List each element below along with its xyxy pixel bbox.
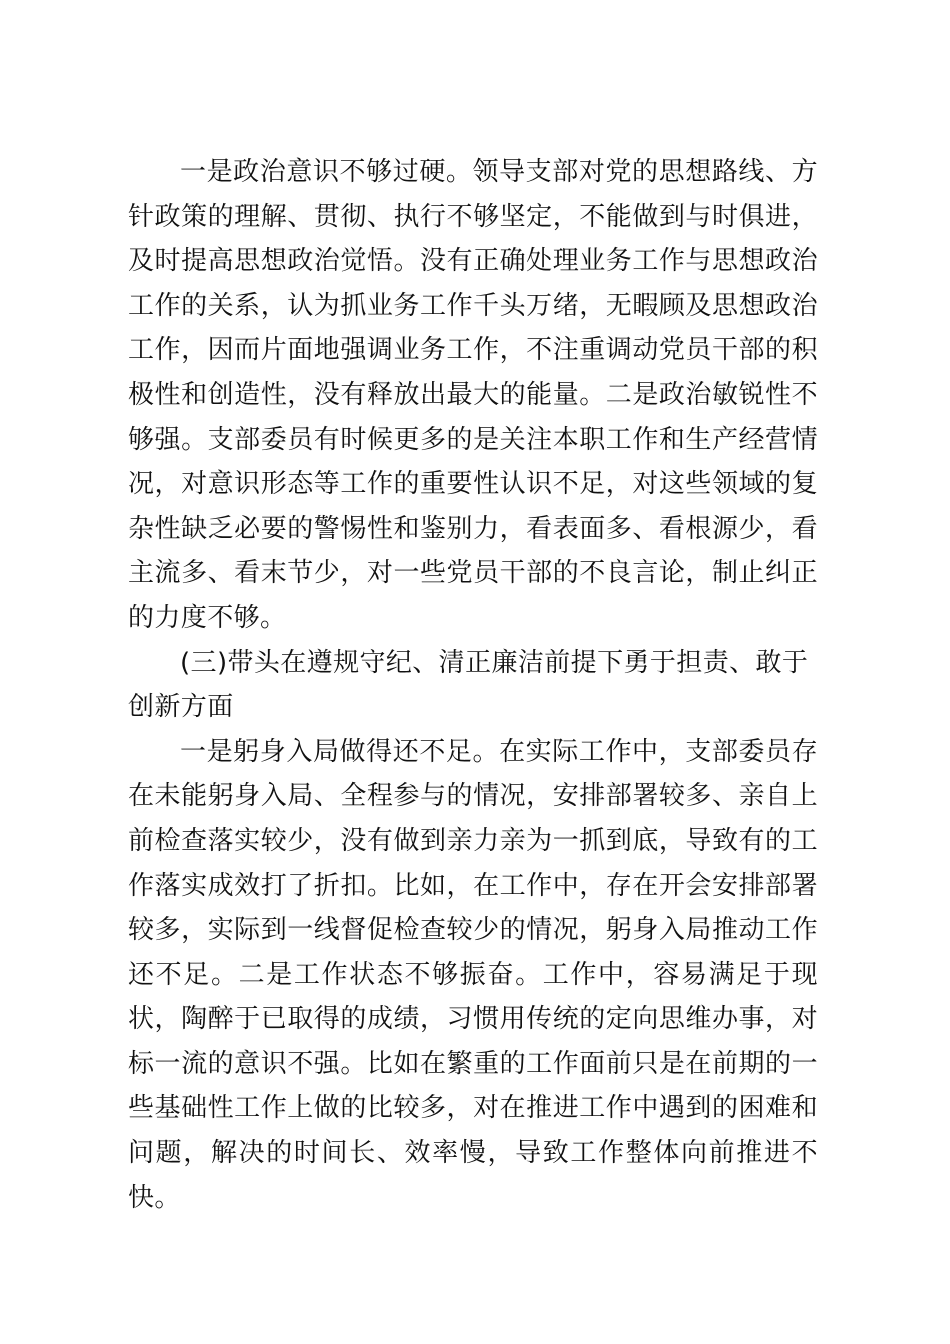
paragraph-work-commitment: 一是躬身入局做得还不足。在实际工作中，支部委员存在未能躬身入局、全程参与的情况，安排部署较多、亲自上前检查落实较少，没有做到亲力亲为一抓到底，导致有的工作落实成效打了折扣。比如，在工作中，存在开会安排部署较多，实际到一线督促检查较少的情况，躬身入局推动工作还不足。二是工作状态不够振奋。工作中，容易满足于现状，陶醉于已取得的成绩，习惯用传统的定向思维办事，对标一流的意识不强。比如在繁重的工作面前只是在前期的一些基础性工作上做的比较多，对在推进工作中遇到的困难和问题，解决的时间长、效率慢，导致工作整体向前推进不快。 — [128, 736, 818, 1213]
section-heading-three: (三)带头在遵规守纪、清正廉洁前提下勇于担责、敢于创新方面 — [128, 647, 809, 723]
document-body — [128, 150, 818, 1220]
paragraph-political-awareness: 一是政治意识不够过硬。领导支部对党的思想路线、方针政策的理解、贯彻、执行不够坚定，不能做到与时俱进，及时提高思想政治觉悟。没有正确处理业务工作与思想政治工作的关系，认为抓业务工作千头万绪，无暇顾及思想政治工作，因而片面地强调业务工作，不注重调动党员干部的积极性和创造性，没有释放出最大的能量。二是政治敏锐性不够强。支部委员有时候更多的是关注本职工作和生产经营情况，对意识形态等工作的重要性认识不足，对这些领域的复杂性缺乏必要的警惕性和鉴别力，看表面多、看根源少，看主流多、看末节少，对一些党员干部的不良言论，制止纠正的力度不够。 — [128, 157, 818, 633]
